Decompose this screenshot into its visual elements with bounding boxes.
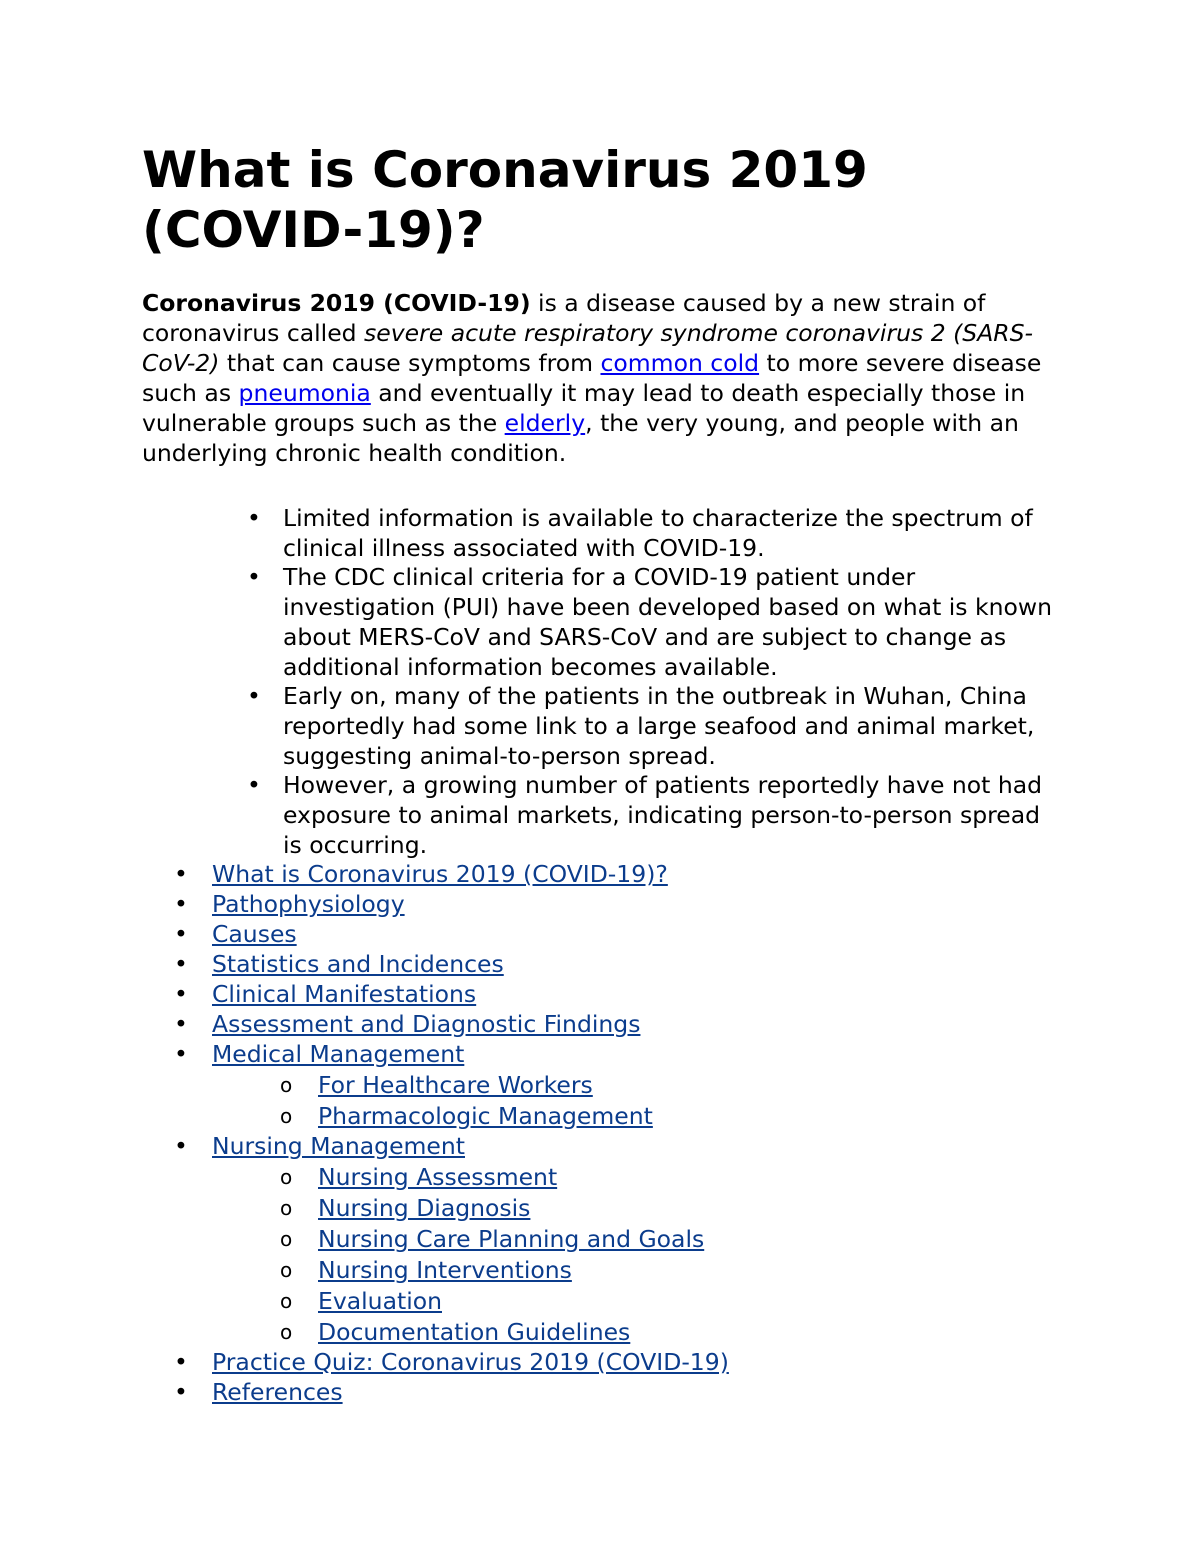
intro-text-2: that can cause symptoms from bbox=[219, 349, 601, 377]
toc-link-pathophysiology[interactable]: Pathophysiology bbox=[212, 890, 405, 919]
circle-bullet-icon: o bbox=[280, 1288, 293, 1313]
bullet-icon: • bbox=[247, 771, 261, 800]
bullet-icon: • bbox=[247, 504, 261, 532]
toc-link-medical-management[interactable]: Medical Management bbox=[212, 1039, 465, 1068]
toc-item bbox=[174, 1131, 1082, 1348]
toc-subitem bbox=[280, 1193, 1082, 1224]
toc-item bbox=[174, 1377, 1082, 1408]
bullet-icon: • bbox=[247, 682, 261, 711]
fact-text: The CDC clinical criteria for a COVID-19 patient under investigation (PUI) have been developed based on what is known about MERS-CoV and SARS-CoV and are subject to change as additional information becomes available. bbox=[283, 563, 1053, 681]
toc-item bbox=[174, 920, 1082, 950]
bullet-icon: • bbox=[174, 1009, 188, 1038]
circle-bullet-icon: o bbox=[280, 1164, 293, 1189]
toc-link-healthcare-workers[interactable]: For Healthcare Workers bbox=[318, 1070, 593, 1099]
toc-item bbox=[174, 860, 1082, 890]
elderly-link[interactable]: elderly bbox=[504, 409, 586, 437]
bullet-icon: • bbox=[174, 1377, 188, 1406]
fact-text: However, a growing number of patients reportedly have not had exposure to animal markets, indicating person-to-person spread is occurring. bbox=[283, 771, 1043, 859]
page-title: What is Coronavirus 2019 (COVID-19)? bbox=[142, 141, 868, 259]
circle-bullet-icon: o bbox=[280, 1103, 293, 1128]
toc-link-pharmacologic[interactable]: Pharmacologic Management bbox=[318, 1101, 653, 1130]
toc-link-clinical-manifestations[interactable]: Clinical Manifestations bbox=[212, 980, 477, 1009]
toc-link-causes[interactable]: Causes bbox=[212, 920, 297, 949]
list-item bbox=[247, 504, 1063, 563]
toc-item bbox=[174, 950, 1082, 980]
common-cold-link[interactable]: common cold bbox=[600, 349, 760, 377]
intro-text-5: , the very young, and people with an underlying chronic health condition. bbox=[142, 409, 1019, 467]
fact-text: Early on, many of the patients in the outbreak in Wuhan, China reportedly had some link to a large seafood and animal market, suggesting animal-to-person spread. bbox=[283, 682, 1035, 770]
toc-item bbox=[174, 1347, 1082, 1378]
toc-link-what-is-covid[interactable]: What is Coronavirus 2019 (COVID-19)? bbox=[212, 860, 668, 889]
list-item bbox=[247, 682, 1063, 771]
pneumonia-link[interactable]: pneumonia bbox=[238, 379, 371, 407]
document-page bbox=[142, 140, 1082, 1408]
toc-subitem bbox=[280, 1162, 1082, 1193]
toc-link-nursing-diagnosis[interactable]: Nursing Diagnosis bbox=[318, 1193, 531, 1222]
toc-link-nursing-interventions[interactable]: Nursing Interventions bbox=[318, 1255, 572, 1284]
toc-item bbox=[174, 890, 1082, 920]
bullet-icon: • bbox=[174, 980, 188, 1009]
bullet-icon: • bbox=[174, 920, 188, 949]
intro-text-3: to more severe disease such as bbox=[142, 349, 1042, 407]
bullet-icon: • bbox=[174, 950, 188, 979]
toc-subitem bbox=[280, 1101, 1082, 1132]
bullet-icon: • bbox=[174, 1039, 188, 1068]
toc-link-care-planning[interactable]: Nursing Care Planning and Goals bbox=[318, 1224, 705, 1253]
table-of-contents bbox=[142, 860, 1082, 1407]
circle-bullet-icon: o bbox=[280, 1257, 293, 1282]
toc-sublist bbox=[212, 1162, 1082, 1348]
toc-link-nursing-management[interactable]: Nursing Management bbox=[212, 1131, 465, 1160]
bullet-icon: • bbox=[174, 1131, 188, 1160]
intro-paragraph bbox=[142, 288, 1072, 468]
bullet-icon: • bbox=[174, 1347, 188, 1376]
circle-bullet-icon: o bbox=[280, 1319, 293, 1344]
intro-italic: severe acute respiratory syndrome coronavirus 2 (SARS-CoV-2) bbox=[142, 319, 1034, 377]
toc-link-references[interactable]: References bbox=[212, 1377, 343, 1406]
circle-bullet-icon: o bbox=[280, 1195, 293, 1220]
toc-sublist bbox=[212, 1070, 1082, 1132]
toc-subitem bbox=[280, 1317, 1082, 1348]
list-item bbox=[247, 771, 1063, 860]
toc-item bbox=[174, 980, 1082, 1010]
intro-term: Coronavirus 2019 (COVID-19) bbox=[142, 289, 531, 317]
toc-link-practice-quiz[interactable]: Practice Quiz: Coronavirus 2019 (COVID-19) bbox=[212, 1347, 729, 1376]
toc-link-nursing-assessment[interactable]: Nursing Assessment bbox=[318, 1162, 558, 1191]
toc-link-evaluation[interactable]: Evaluation bbox=[318, 1286, 442, 1315]
toc-link-documentation[interactable]: Documentation Guidelines bbox=[318, 1317, 631, 1346]
toc-subitem bbox=[280, 1255, 1082, 1286]
toc-item bbox=[174, 1039, 1082, 1132]
circle-bullet-icon: o bbox=[280, 1072, 293, 1097]
toc-subitem bbox=[280, 1286, 1082, 1317]
fact-text: Limited information is available to characterize the spectrum of clinical illness associated with COVID-19. bbox=[283, 504, 1033, 562]
circle-bullet-icon: o bbox=[280, 1226, 293, 1251]
toc-link-statistics[interactable]: Statistics and Incidences bbox=[212, 950, 504, 979]
toc-link-assessment[interactable]: Assessment and Diagnostic Findings bbox=[212, 1009, 641, 1038]
toc-subitem bbox=[280, 1224, 1082, 1255]
toc-item bbox=[174, 1009, 1082, 1040]
bullet-icon: • bbox=[247, 563, 261, 592]
list-item bbox=[247, 563, 1063, 682]
bullet-icon: • bbox=[174, 890, 188, 919]
intro-text-1: is a disease caused by a new strain of coronavirus called bbox=[142, 289, 986, 347]
toc-subitem bbox=[280, 1070, 1082, 1101]
intro-text-4: and eventually it may lead to death especially those in vulnerable groups such as the bbox=[142, 379, 1026, 437]
bullet-icon: • bbox=[174, 860, 188, 889]
facts-list bbox=[142, 504, 1063, 860]
